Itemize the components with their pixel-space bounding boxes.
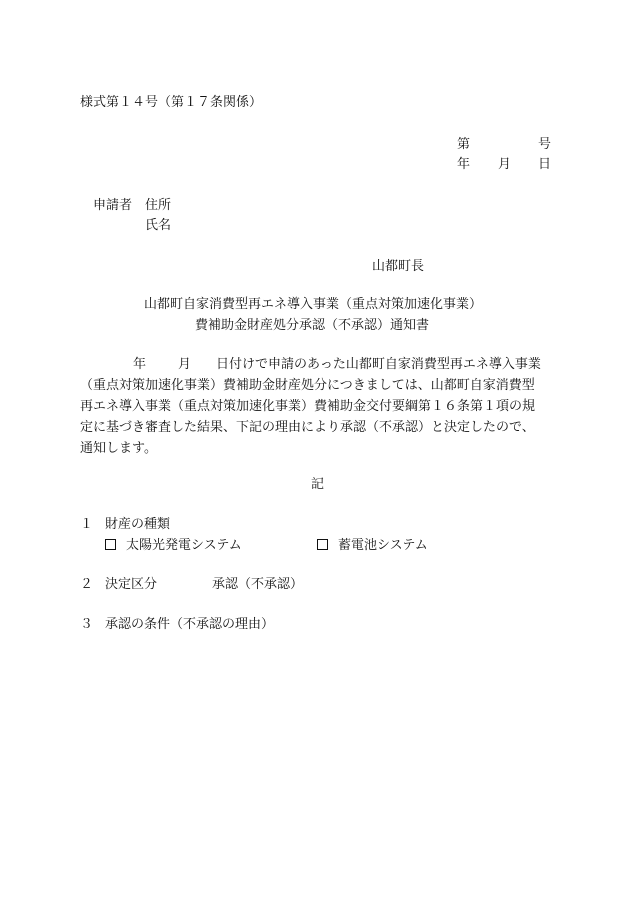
- option-solar: [105, 537, 242, 555]
- item-3-number: ３: [80, 617, 94, 632]
- body-line-5: 通知します。: [80, 441, 157, 456]
- body-month: 月: [178, 357, 192, 372]
- date-day: 日: [538, 157, 552, 172]
- applicant-name-label: 氏名: [145, 218, 172, 233]
- solar-checkbox[interactable]: [105, 539, 116, 550]
- date-month: 月: [498, 157, 512, 172]
- item-2-label: 決定区分: [105, 577, 158, 592]
- item-1-label: 財産の種類: [105, 517, 171, 532]
- body-line-1: [80, 354, 560, 375]
- body-line-2: （重点対策加速化事業）費補助金財産処分につきましては、山都町自家消費型: [80, 378, 535, 393]
- ki-heading: 記: [311, 477, 325, 492]
- title-line-1: 山都町自家消費型再エネ導入事業（重点対策加速化事業）: [144, 297, 483, 312]
- item-1-number: １: [80, 517, 94, 532]
- body-line-1-rest: 日付けで申請のあった山都町自家消費型再エネ導入事業: [216, 357, 541, 372]
- battery-checkbox[interactable]: [317, 539, 328, 550]
- body-line-3: 再エネ導入事業（重点対策加速化事業）費補助金交付要綱第１６条第１項の規: [80, 399, 536, 414]
- title-line-2: 費補助金財産処分承認（不承認）通知書: [195, 318, 430, 333]
- item-2-number: ２: [80, 577, 94, 592]
- form-number: 様式第１４号（第１７条関係）: [80, 95, 263, 110]
- issuer: 山都町長: [372, 259, 425, 274]
- applicant-label: 申請者: [93, 198, 133, 213]
- body-year: 年: [133, 357, 147, 372]
- option-solar-label: 太陽光発電システム: [126, 538, 242, 553]
- decision-value: 承認（不承認）: [212, 577, 304, 592]
- date-year: 年: [457, 157, 471, 172]
- option-battery-label: 蓄電池システム: [338, 538, 428, 553]
- doc-number-prefix: 第: [457, 137, 471, 152]
- body-paragraph: [80, 354, 560, 459]
- option-battery: [317, 537, 428, 555]
- applicant-address-label: 住所: [145, 198, 172, 213]
- doc-number-suffix: 号: [538, 137, 552, 152]
- item-3-label: 承認の条件（不承認の理由）: [105, 617, 275, 632]
- body-line-4: 定に基づき審査した結果、下記の理由により承認（不承認）と決定したので、: [80, 420, 535, 435]
